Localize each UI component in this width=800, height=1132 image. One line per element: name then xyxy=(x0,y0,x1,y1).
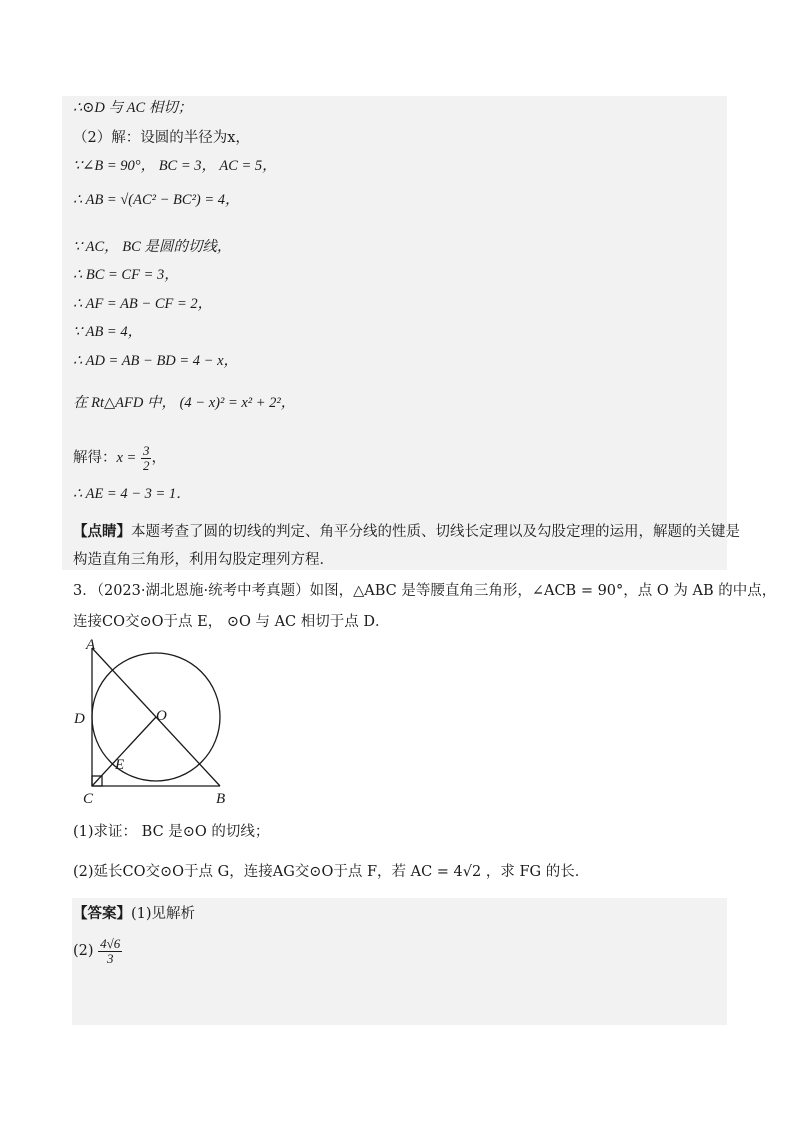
tip-title: 【点睛】 xyxy=(73,523,131,540)
solution-line-6: ∴ BC = CF = 3， xyxy=(73,267,179,283)
question-1: (1)求证： BC 是⊙O 的切线； xyxy=(73,824,270,840)
label-D: D xyxy=(74,711,85,727)
answer-part-2-prefix: (2) xyxy=(73,943,94,959)
answer-title: 【答案】 xyxy=(73,905,131,922)
answer-part-1: (1)见解析 xyxy=(131,906,196,922)
solution-line-2: （2）解：设圆的半径为x， xyxy=(73,130,250,146)
solution-line-5: ∵ AC， BC 是圆的切线， xyxy=(73,239,232,255)
solve-fraction xyxy=(141,444,152,473)
geometry-figure xyxy=(70,636,250,811)
tip-text-1: 本题考查了圆的切线的判定、角平分线的性质、切线长定理以及勾股定理的运用，解题的关键是 xyxy=(131,524,740,540)
solution-line-3: ∵∠B = 90°， BC = 3， AC = 5， xyxy=(73,158,277,174)
solution-line-10: 在 Rt△AFD 中， (4 − x)² = x² + 2²， xyxy=(73,395,296,411)
solution-line-1: ∴⊙D 与 AC 相切； xyxy=(73,100,193,116)
solution-line-7: ∴ AF = AB − CF = 2， xyxy=(73,296,213,312)
tip-line-2: 构造直角三角形，利用勾股定理列方程． xyxy=(73,552,334,568)
solution-line-9: ∴ AD = AB − BD = 4 − x， xyxy=(73,353,239,369)
label-A: A xyxy=(86,637,96,653)
problem-intro-1: 3．（2023·湖北恩施·统考中考真题）如图，△ABC 是等腰直角三角形，∠ACB = 90°，点 O 为 AB 的中点， xyxy=(73,583,777,599)
solution-line-12: ∴ AE = 4 − 3 = 1． xyxy=(73,486,191,502)
solution-line-11 xyxy=(73,440,166,476)
answer-numerator: 4√6 xyxy=(100,935,121,951)
solve-suffix: ， xyxy=(151,450,166,466)
label-O: O xyxy=(156,708,167,724)
solution-line-4: ∴ AB = √(AC² − BC²) = 4， xyxy=(73,192,240,208)
solve-lhs: x = xyxy=(116,450,137,466)
answer-line-2 xyxy=(73,932,122,970)
solve-prefix: 解得： xyxy=(73,450,117,466)
tip-line-1 xyxy=(73,522,740,542)
label-E: E xyxy=(115,757,125,773)
fraction-numerator: 3 xyxy=(142,442,150,458)
answer-denominator: 3 xyxy=(106,950,114,966)
fraction-denominator: 2 xyxy=(142,457,150,473)
answer-fraction xyxy=(98,937,122,966)
answer-line-1 xyxy=(73,904,195,924)
question-2: (2)延长CO交⊙O于点 G，连接AG交⊙O于点 F，若 AC = 4√2 ，求 FG 的长． xyxy=(73,864,590,880)
label-B: B xyxy=(216,791,226,807)
problem-intro-2: 连接CO交⊙O于点 E， ⊙O 与 AC 相切于点 D． xyxy=(73,614,390,630)
label-C: C xyxy=(83,791,94,807)
solution-line-8: ∵ AB = 4， xyxy=(73,324,143,340)
